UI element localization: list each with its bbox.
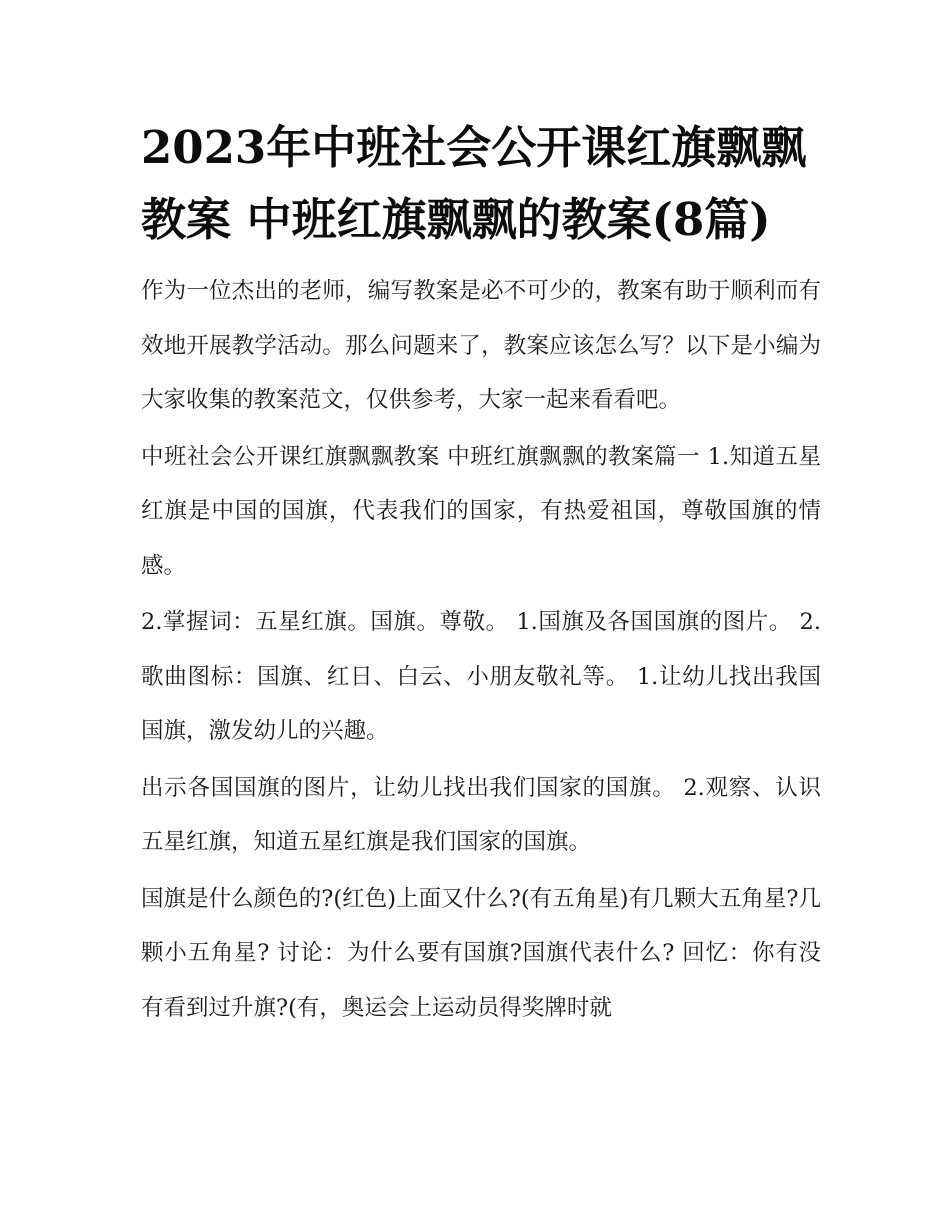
paragraph-activity-discussion: 国旗是什么颜色的?(红色)上面又什么?(有五角星)有几颗大五角星?几颗小五角星? 讨论：为什么要有国旗?国旗代表什么? 回忆：你有没有看到过升旗?(有，奥运会上运动员得奖牌时就: [141, 885, 821, 1021]
document-body: [141, 112, 821, 1037]
paragraph-intro: 作为一位杰出的老师，编写教案是必不可少的，教案有助于顺利而有效地开展教学活动。那么问题来了，教案应该怎么写？以下是小编为大家收集的教案范文，仅供参考，大家一起来看看吧。: [141, 278, 821, 413]
document-title: 2023年中班社会公开课红旗飘飘教案 中班红旗飘飘的教案(8篇): [141, 121, 807, 246]
paragraph-activity-show-flags: 出示各国国旗的图片，让幼儿找出我们国家的国旗。 2.观察、认识五星红旗，知道五星红旗是我们国家的国旗。: [141, 774, 821, 855]
paragraph-objective-1: 中班社会公开课红旗飘飘教案 中班红旗飘飘的教案篇一 1.知道五星红旗是中国的国旗，代表我们的国家，有热爱祖国，尊敬国旗的情感。: [141, 443, 821, 579]
paragraph-objective-2-preparation: 2.掌握词：五星红旗。国旗。尊敬。 1.国旗及各国国旗的图片。 2.歌曲图标：国旗、红日、白云、小朋友敬礼等。 1.让幼儿找出我国国旗，激发幼儿的兴趣。: [141, 609, 821, 744]
